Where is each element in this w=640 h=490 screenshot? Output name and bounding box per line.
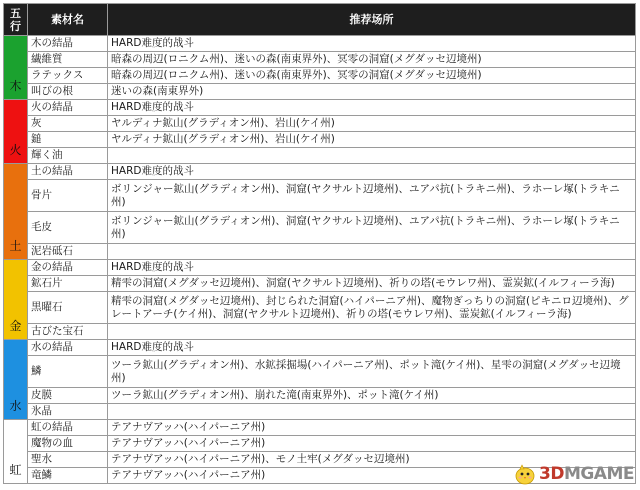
location-text: ヤルディナ鉱山(グラディオン州)、岩山(ケイ州) <box>108 116 636 132</box>
location-text: HARD难度的战斗 <box>108 100 636 116</box>
table-row <box>4 36 636 52</box>
location-text: テアナヴアッハ(ハイパーニア州)、モノ土牢(メグダッセ辺境州) <box>108 452 636 468</box>
material-name: 氷晶 <box>28 404 108 420</box>
location-text: HARD难度的战斗 <box>108 340 636 356</box>
element-cell: 木 <box>4 36 28 100</box>
table-row <box>4 356 636 388</box>
header-material: 素材名 <box>28 4 108 36</box>
element-cell: 水 <box>4 340 28 420</box>
material-name: 鉱石片 <box>28 276 108 292</box>
table-row <box>4 404 636 420</box>
material-name: 黒曜石 <box>28 292 108 324</box>
location-text: ヤルディナ鉱山(グラディオン州)、岩山(ケイ州) <box>108 132 636 148</box>
material-name: 魔物の血 <box>28 436 108 452</box>
table-row <box>4 436 636 452</box>
material-name: 繊維質 <box>28 52 108 68</box>
table-row <box>4 212 636 244</box>
material-name: 聖水 <box>28 452 108 468</box>
location-text <box>108 404 636 420</box>
table-row <box>4 244 636 260</box>
location-text: 暗森の周辺(ロニクム州)、迷いの森(南東界外)、冥零の洞窟(メグダッセ辺境州) <box>108 68 636 84</box>
location-text: テアナヴアッハ(ハイパーニア州) <box>108 468 636 484</box>
location-text: テアナヴアッハ(ハイパーニア州) <box>108 420 636 436</box>
material-name: 古びた宝石 <box>28 324 108 340</box>
table-row <box>4 164 636 180</box>
location-text: テアナヴアッハ(ハイパーニア州) <box>108 436 636 452</box>
location-text: ボリンジャー鉱山(グラディオン州)、洞窟(ヤクサルト辺境州)、ユアパ抗(トラキニ州)、ラホーレ塚(トラキニ州) <box>108 212 636 244</box>
watermark <box>513 462 634 486</box>
header-location: 推荐场所 <box>108 4 636 36</box>
table-row <box>4 260 636 276</box>
material-name: ラテックス <box>28 68 108 84</box>
location-text <box>108 244 636 260</box>
material-name: 毛皮 <box>28 212 108 244</box>
table-row <box>4 116 636 132</box>
table-row <box>4 132 636 148</box>
table-row <box>4 276 636 292</box>
element-cell: 虹 <box>4 420 28 484</box>
location-text: HARD难度的战斗 <box>108 260 636 276</box>
table-row <box>4 180 636 212</box>
material-name: 鱗 <box>28 356 108 388</box>
table-row <box>4 420 636 436</box>
table-row <box>4 68 636 84</box>
material-name: 水の結晶 <box>28 340 108 356</box>
material-name: 輝く油 <box>28 148 108 164</box>
table-row <box>4 148 636 164</box>
watermark-text: 3DMGAME <box>538 464 634 484</box>
material-name: 灰 <box>28 116 108 132</box>
location-text: ツーラ鉱山(グラディオン州)、崩れた滝(南東界外)、ポット滝(ケイ州) <box>108 388 636 404</box>
material-name: 木の結晶 <box>28 36 108 52</box>
material-name: 骨片 <box>28 180 108 212</box>
location-text <box>108 148 636 164</box>
material-name: 皮膜 <box>28 388 108 404</box>
header-element: 五 行 <box>4 4 28 36</box>
location-text: HARD难度的战斗 <box>108 164 636 180</box>
material-name: 叫びの根 <box>28 84 108 100</box>
location-text: 精雫の洞窟(メグダッセ辺境州)、洞窟(ヤクサルト辺境州)、祈りの塔(モウレワ州)、霊炭鉱(イルフィーラ海) <box>108 276 636 292</box>
table-row <box>4 100 636 116</box>
table-row <box>4 340 636 356</box>
material-name: 土の結晶 <box>28 164 108 180</box>
material-name: 火の結晶 <box>28 100 108 116</box>
material-name: 竜鱗 <box>28 468 108 484</box>
location-text: ツーラ鉱山(グラディオン州)、水鉱採掘場(ハイパーニア州)、ポット滝(ケイ州)、星雫の洞窟(メグダッセ辺境州) <box>108 356 636 388</box>
materials-table <box>3 3 636 484</box>
location-text: 精雫の洞窟(メグダッセ辺境州)、封じられた洞窟(ハイパーニア州)、魔物ぎっちりの洞窟(ピキニロ辺境州)、グレートアーチ(ケイ州)、洞窟(ヤクサルト辺境州)、祈りの塔(モウレワ州)、霊炭鉱(イルフィーラ海) <box>108 292 636 324</box>
table-row <box>4 292 636 324</box>
table-row <box>4 324 636 340</box>
location-text: ボリンジャー鉱山(グラディオン州)、洞窟(ヤクサルト辺境州)、ユアパ抗(トラキニ州)、ラホーレ塚(トラキニ州) <box>108 180 636 212</box>
element-cell: 土 <box>4 164 28 260</box>
element-cell: 金 <box>4 260 28 340</box>
material-name: 虹の結晶 <box>28 420 108 436</box>
table-row <box>4 52 636 68</box>
location-text: 暗森の周辺(ロニクム州)、迷いの森(南東界外)、冥零の洞窟(メグダッセ辺境州) <box>108 52 636 68</box>
material-name: 金の結晶 <box>28 260 108 276</box>
location-text <box>108 324 636 340</box>
material-name: 鎚 <box>28 132 108 148</box>
location-text: 迷いの森(南東界外) <box>108 84 636 100</box>
material-name: 泥岩砥石 <box>28 244 108 260</box>
table-row <box>4 84 636 100</box>
location-text: HARD难度的战斗 <box>108 36 636 52</box>
element-cell: 火 <box>4 100 28 164</box>
table-row <box>4 388 636 404</box>
chick-mascot-icon <box>513 462 537 486</box>
